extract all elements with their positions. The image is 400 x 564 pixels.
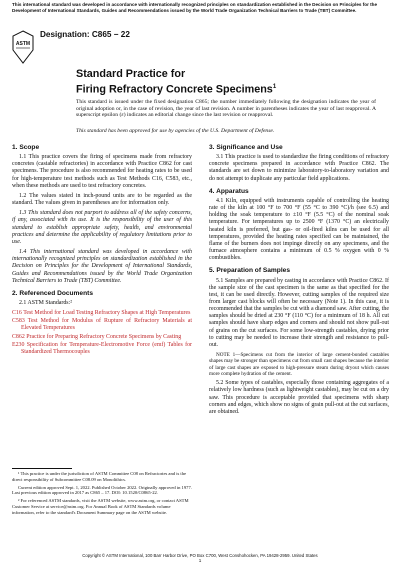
footnote-2: ² For referenced ASTM standards, visit the ASTM website, www.astm.org, or contact ASTM Customer Service at service@astm.org. For Annual Book of ASTM Standards volume information, refer to the standard's Document Summary page on the ASTM website.	[12, 498, 189, 515]
referenced-documents-heading: 2. Referenced Documents	[12, 289, 93, 297]
apparatus-heading: 4. Apparatus	[209, 187, 249, 195]
designation: Designation: C865 − 22	[40, 30, 130, 39]
footnote-1: ¹ This practice is under the jurisdiction of ASTM Committee C08 on Refractories and is the direct responsibility of Subcommittee C08.09 on Monolithics.	[12, 471, 187, 482]
reference-item[interactable]	[12, 310, 192, 317]
reference-title[interactable]: Test Method for Modulus of Rupture of Refractory Materials at Elevated Temperatures	[21, 318, 192, 332]
footnote-1-edition: Current edition approved Sept. 1, 2022. Published October 2022. Originally approved in 1977. Last previous edition approved in 2017 as C865 – 17. DOI: 10.1520/C0865-22.	[12, 484, 192, 496]
section-5-2: 5.2 Some types of castables, especially those containing aggregates of a relatively low hardness (such as lightweight castables), may be cut on a dry saw. This procedure is acceptable provided that specimens with sharp corners and edges, which show no signs of grain pull-out at the cut surfaces, are obtained.	[209, 380, 389, 415]
standard-note: This standard is issued under the fixed designation C865; the number immediately following the designation indicates the year of original adoption or, in the case of revision, the year of last revision. A number in parentheses indicates the year of last reapproval. A superscript epsilon (ε) indicates an editorial change since the last revision or reapproval.	[76, 99, 376, 119]
title-main: Firing Refractory Concrete Specimens	[76, 83, 273, 96]
left-column	[12, 144, 192, 357]
reference-item[interactable]	[12, 334, 192, 341]
title-line-2	[76, 81, 376, 96]
section-1-2: 1.2 The values stated in inch-pound units are to be regarded as the standard. The values given in parentheses are for information only.	[12, 192, 192, 207]
page-number: 1	[198, 558, 202, 563]
section-1-3: 1.3 This standard does not purport to address all of the safety concerns, if any, associated with its use. It is the responsibility of the user of this standard to establish appropriate safety, health, and environmental practices and determine the applicability of regulatory limitations prior to use.	[12, 210, 192, 245]
preparation-heading: 5. Preparation of Samples	[209, 267, 290, 275]
astm-logo	[12, 30, 34, 64]
copyright-line: Copyright © ASTM International, 100 Barr Harbor Drive, PO Box C700, West Conshohocken, PA 19428-2959. United States	[82, 553, 318, 558]
note-1: NOTE 1—Specimens cut from the interior of large cement-bonded castables shapes may be stronger than specimens cut from small cast shapes because the interior of large cast shapes are exposed to high-pressure steam during dryout which causes more complete hydration of the cement.	[209, 352, 389, 377]
reference-title[interactable]: Test Method for Load Testing Refractory Shapes at High Temperatures	[21, 310, 191, 317]
svg-text:ASTM: ASTM	[15, 41, 31, 47]
document-title	[76, 68, 376, 96]
tbt-notice: This international standard was developed in accordance with internationally recognized principles on standardization established in the Decision on Principles for the Development of International Standards, Guides and Recommendations issued by the World Trade Organization Technical Barriers to Trade (TBT) Committee.	[12, 2, 378, 13]
right-column	[209, 144, 389, 419]
significance-heading: 3. Significance and Use	[209, 144, 283, 151]
reference-code[interactable]: C16	[12, 310, 22, 317]
footnotes	[12, 471, 192, 518]
reference-item[interactable]	[12, 318, 192, 332]
section-5-1: 5.1 Samples are prepared by casting in accordance with Practice C862. If the sample size of the cast specimen is the same as that specified for the test, it can be used directly. However, cutting samples of the required size from larger cast blocks will often be necessary (Note 1). In this case, it is recommended that the samples be cut with a diamond saw. After cutting, the samples should be dried at 230 °F (110 °C) for a minimum of 18 h. All cut samples should have sharp edges and corners and should not show pull-out of grains on the cut surfaces. For some low-strength castables, drying prior to cutting may be needed to increase their strength and resistance to pull-out.	[209, 277, 389, 348]
reference-title[interactable]: Practice for Preparing Refractory Concrete Specimens by Casting	[24, 333, 182, 340]
section-1-4: 1.4 This international standard was developed in accordance with internationally recognized principles on standardization established in the Decision on Principles for the Development of International Standards, Guides and Recommendations issued by the World Trade Organization Technical Barriers to Trade (TBT) Committee.	[12, 249, 192, 284]
reference-code[interactable]: C862	[12, 333, 25, 340]
scope-heading: 1. Scope	[12, 144, 40, 151]
section-4-1: 4.1 Kiln, equipped with instruments capable of controlling the heating rate of the kiln at 100 °F to 700 °F (55 °C to 390 °C)/h (see 6.5) and holding the soak temperature to ±10 °F (5.5 °C) of the nominal soak temperature. For temperatures up to 2500 °F (1370 °C) an electrically heated kiln is preferred, but gas- or oil-fired kilns can be used for all temperatures, provided the heating rates specified can be maintained, the flame of the burners does not impinge directly on any specimens, and the furnace atmosphere contains a minimum of 0.5 % oxygen with 0 % combustibles.	[209, 197, 389, 262]
approved-note: This standard has been approved for use by agencies of the U.S. Department of Defense.	[76, 128, 275, 134]
section-3-1: 3.1 This practice is used to standardize the firing conditions of refractory concrete specimens prepared in accordance with Practice C862. The standards are set down to minimize laboratory-to-laboratory variation and do not attempt to duplicate any particular field applications.	[209, 154, 389, 182]
reference-code[interactable]: C583	[12, 318, 25, 325]
title-line-1: Standard Practice for	[76, 68, 186, 80]
reference-item[interactable]	[12, 342, 192, 356]
footnote-divider	[12, 468, 72, 469]
title-footnote-mark: 1	[272, 83, 277, 90]
section-2-1: 2.1 ASTM Standards:²	[19, 299, 72, 306]
reference-title[interactable]: Specification for Temperature-Electromotive Force (emf) Tables for Standardized Thermocouples	[21, 341, 192, 355]
reference-code[interactable]: E230	[12, 341, 25, 348]
section-1-1: 1.1 This practice covers the firing of specimens made from refractory concretes (castable refractories) in accordance with Practice C862 for cast specimens. The procedure is also recommended for heating rates to be used for high-temperature test methods such as Test Methods C16, C583, etc., when these methods are used to test refractory concretes.	[12, 154, 192, 189]
